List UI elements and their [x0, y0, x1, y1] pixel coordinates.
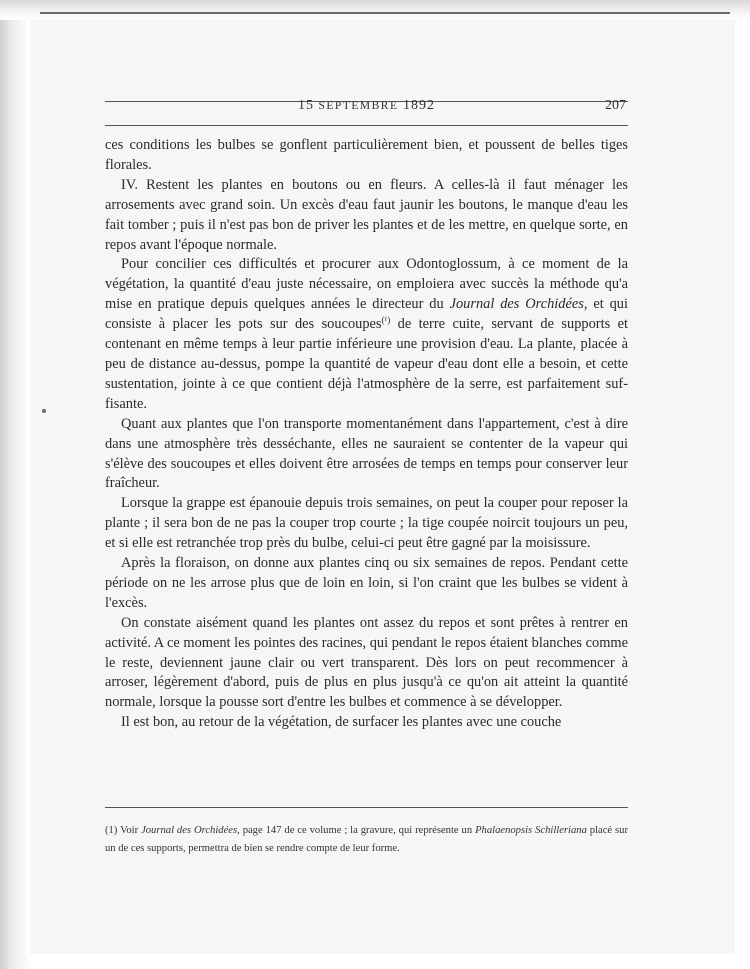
text-line: pour reposer la plante ; il sera bon de ne pas la couper trop courte ; la tige: [105, 495, 628, 532]
footnote-marker: (1): [105, 825, 118, 836]
text-line: Pendant cette période on ne les arrose plus que de loin en loin, si l'on craint: [105, 555, 628, 591]
scan-top-edge: [0, 0, 750, 20]
text-line: fisante.: [105, 395, 147, 412]
text-line: inférieure une provision d'eau. La plante, placée à peu de distance au-dessus,: [105, 336, 628, 372]
text-line: les mettre, en quelque sorte, en repos avant l'époque normale.: [105, 216, 628, 253]
footnote-mid: , page 147 de ce volume ; la gravure, qui représente un: [237, 825, 476, 836]
footnote-reference: (¹): [381, 315, 391, 326]
header-month: SEPTEMBRE: [318, 100, 399, 112]
footnote-journal: Journal des Orchidées: [141, 825, 238, 836]
footnote-species-epithet: Schilleriana: [535, 825, 587, 836]
text-line: de la végétation, la quantité d'eau juste nécessaire, on emploiera avec succès: [105, 256, 628, 293]
text-line: belles tiges florales.: [105, 137, 629, 173]
scan-top-edge-line: [40, 12, 730, 14]
text-line: jointe à ce que contient déjà l'atmosphère de la serre, est parfaitement suf-: [182, 375, 629, 392]
text-line: et qui consiste à placer les pots sur des soucoupes: [105, 296, 628, 333]
footnote-rest: placé sur un de ces supports, permettra de bien se rendre compte de leur forme.: [105, 825, 628, 854]
header-day: 15: [298, 98, 315, 113]
text-line: rentrer en activité. A ce moment les pointes des racines, qui pendant le repos: [105, 614, 628, 651]
text-line: Il est bon, au retour de la végétation, de surfacer les plantes avec une couche: [121, 714, 562, 731]
text-line: terre cuite, servant de supports et contenant en même temps à leur partie: [105, 316, 628, 353]
paragraph-activity: [105, 614, 628, 714]
text-line: Quant aux plantes que l'on transporte momentanément dans l'appartement,: [121, 415, 560, 432]
running-head-date: [105, 98, 628, 114]
text-line: que les bulbes se vident à l'excès.: [105, 574, 628, 611]
text-line: c'est à dire dans une atmosphère très desséchante, elles ne sauraient se: [105, 415, 628, 452]
paragraph-apartment: [105, 415, 628, 495]
footnote: [105, 822, 628, 858]
text-line: la méthode qu'a mise en pratique depuis quelques années le directeur du: [105, 276, 628, 313]
paragraph-surfacing: [105, 713, 628, 733]
scan-left-shadow: [0, 0, 30, 969]
margin-mark: [42, 409, 46, 413]
footnote-species: Phalaenopsis: [475, 825, 533, 836]
text-line: pompe la quantité de vapeur d'eau dont elle a besoin, et cette sustentation,: [105, 355, 628, 392]
page-header: [105, 96, 628, 120]
body-text: [105, 136, 628, 733]
page-number: 207: [605, 98, 626, 113]
footnote-pre: Voir: [117, 825, 142, 836]
header-rule-bottom: [105, 125, 628, 126]
text-line: Pour concilier ces difficultés et procurer aux Odontoglossum, à ce moment: [121, 256, 590, 273]
text-line: ces conditions les bulbes se gonflent particulièrement bien, et poussent de: [105, 137, 556, 153]
footnote-text: [105, 822, 628, 858]
text-line: coupée noircit toujours un peu, et si elle est retranchée trop près du bulbe,: [105, 515, 628, 552]
paragraph-method: [105, 255, 628, 414]
paragraph-section-iv: [105, 176, 628, 256]
text-line: contenter de la vapeur qui s'élève des soucoupes et elles doivent être arrosées: [105, 435, 629, 472]
paragraph-cutting: [105, 494, 628, 554]
paragraph-rest: [105, 554, 628, 614]
text-line: de temps en temps pour conserver leur fraîcheur.: [105, 455, 629, 492]
text-line: de: [390, 316, 412, 333]
text-line: On constate aisément quand les plantes ont assez du repos et sont prêtes à: [121, 614, 566, 631]
text-line: IV. Restent les plantes en boutons ou en fleurs. A celles-là il faut ménager: [121, 176, 604, 193]
text-line: celui-ci peut être gagné par la moisissure.: [351, 535, 591, 552]
text-line: manque d'eau les fait tomber ; puis il n'est pas bon de priver les plantes et de: [105, 196, 628, 233]
text-line: étaient blanches comme le reste, deviennent jaune clair ou vert transparent.: [105, 634, 628, 671]
text-line: les arrosements avec grand soin. Un excès d'eau faut jaunir les boutons, le: [105, 176, 628, 213]
text-line: Dès lors on peut recommencer à arroser, légèrement d'abord, puis de plus en: [105, 654, 628, 691]
footnote-rule: [105, 807, 628, 808]
text-line: Lorsque la grappe est épanouie depuis trois semaines, on peut la couper: [121, 495, 538, 512]
paragraph-continuation: [105, 136, 628, 176]
text-line: d'entre les bulbes et commence à se développer.: [287, 694, 563, 711]
journal-title: Journal des Orchidées,: [449, 296, 588, 313]
text-line: Après la floraison, on donne aux plantes cinq ou six semaines de repos.: [121, 555, 546, 572]
text-line: plus jusqu'à ce qu'on ait atteint la quantité normale, lorsque la pousse sort: [105, 674, 628, 711]
header-year: 1892: [402, 98, 435, 113]
